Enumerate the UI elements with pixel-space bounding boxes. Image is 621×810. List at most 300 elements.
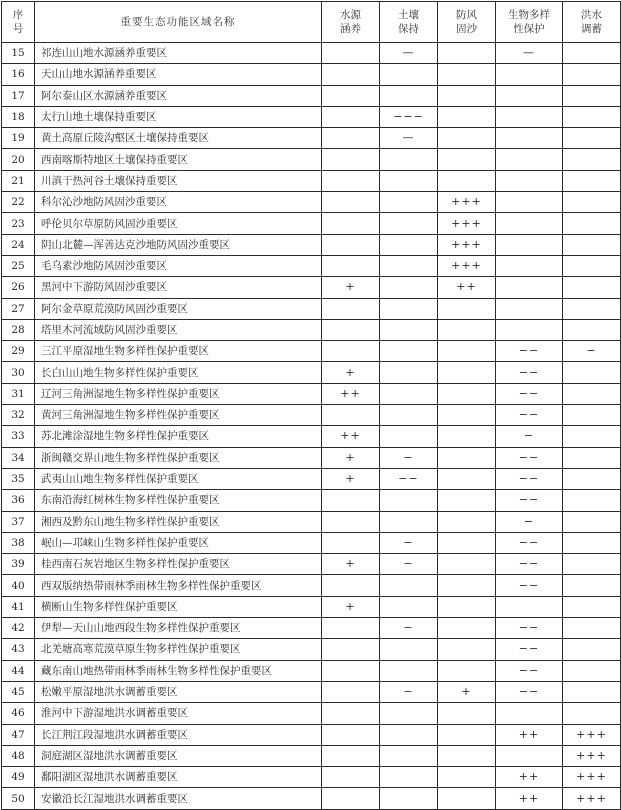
cell-bio: − (496, 426, 563, 447)
cell-no: 25 (2, 255, 35, 276)
cell-no: 16 (2, 64, 35, 85)
cell-no: 35 (2, 468, 35, 489)
cell-no: 48 (2, 745, 35, 766)
cell-bio (496, 319, 563, 340)
cell-no: 40 (2, 575, 35, 596)
cell-water (322, 319, 380, 340)
cell-no: 46 (2, 703, 35, 724)
cell-wind (438, 405, 496, 426)
cell-bio: −− (496, 575, 563, 596)
cell-water: + (322, 596, 380, 617)
cell-wind (438, 383, 496, 404)
cell-wind (438, 767, 496, 788)
cell-no: 31 (2, 383, 35, 404)
cell-bio: −− (496, 341, 563, 362)
cell-soil: −− (380, 468, 438, 489)
cell-no: 30 (2, 362, 35, 383)
cell-water (322, 788, 380, 809)
cell-water (322, 511, 380, 532)
table-row (2, 575, 621, 596)
table-header-row (2, 2, 621, 43)
cell-water (322, 745, 380, 766)
cell-name: 岷山—邛崃山生物多样性保护重要区 (35, 532, 322, 553)
cell-bio (496, 703, 563, 724)
cell-water: + (322, 447, 380, 468)
cell-water (322, 618, 380, 639)
cell-wind: +++ (438, 234, 496, 255)
cell-flood (563, 85, 621, 106)
cell-no: 28 (2, 319, 35, 340)
cell-no: 38 (2, 532, 35, 553)
header-bio-line1: 生物多样 (508, 9, 550, 21)
cell-bio: −− (496, 639, 563, 660)
cell-wind (438, 426, 496, 447)
cell-water (322, 341, 380, 362)
cell-soil: − (380, 532, 438, 553)
cell-wind (438, 554, 496, 575)
cell-flood (563, 490, 621, 511)
cell-soil (380, 341, 438, 362)
table-row (2, 788, 621, 809)
cell-flood (563, 596, 621, 617)
cell-wind (438, 106, 496, 127)
cell-wind (438, 788, 496, 809)
cell-water (322, 234, 380, 255)
header-bio-line2: 性保护 (513, 23, 545, 35)
cell-wind (438, 724, 496, 745)
cell-soil (380, 192, 438, 213)
cell-soil (380, 64, 438, 85)
cell-wind: + (438, 681, 496, 702)
cell-no: 32 (2, 405, 35, 426)
cell-flood: − (563, 341, 621, 362)
cell-bio (496, 128, 563, 149)
header-flood-line2: 调蓄 (581, 23, 602, 35)
cell-soil (380, 170, 438, 191)
cell-flood (563, 170, 621, 191)
table-row (2, 85, 621, 106)
cell-soil (380, 405, 438, 426)
cell-flood (563, 255, 621, 276)
cell-water (322, 64, 380, 85)
cell-soil (380, 277, 438, 298)
cell-wind (438, 575, 496, 596)
cell-name: 桂西南石灰岩地区生物多样性保护重要区 (35, 554, 322, 575)
cell-bio (496, 170, 563, 191)
cell-flood (563, 213, 621, 234)
cell-wind: +++ (438, 213, 496, 234)
cell-water (322, 405, 380, 426)
cell-soil: — (380, 43, 438, 64)
cell-soil (380, 426, 438, 447)
cell-soil (380, 298, 438, 319)
cell-name: 阿尔泰山区水源涵养重要区 (35, 85, 322, 106)
cell-wind (438, 532, 496, 553)
cell-wind: +++ (438, 192, 496, 213)
cell-bio: −− (496, 660, 563, 681)
cell-bio (496, 85, 563, 106)
cell-name: 三江平原湿地生物多样性保护重要区 (35, 341, 322, 362)
cell-soil (380, 85, 438, 106)
cell-wind (438, 639, 496, 660)
cell-bio: ++ (496, 724, 563, 745)
cell-name: 黄土高原丘陵沟壑区土壤保持重要区 (35, 128, 322, 149)
cell-flood: +++ (563, 767, 621, 788)
cell-bio (496, 596, 563, 617)
cell-wind (438, 85, 496, 106)
cell-name: 黑河中下游防风固沙重要区 (35, 277, 322, 298)
cell-name: 毛乌素沙地防风固沙重要区 (35, 255, 322, 276)
cell-wind (438, 149, 496, 170)
cell-name: 武夷山山地生物多样性保护重要区 (35, 468, 322, 489)
cell-name: 洞庭湖区湿地洪水调蓄重要区 (35, 745, 322, 766)
cell-soil (380, 724, 438, 745)
cell-no: 20 (2, 149, 35, 170)
cell-wind (438, 490, 496, 511)
cell-name: 科尔沁沙地防风固沙重要区 (35, 192, 322, 213)
cell-soil: — (380, 128, 438, 149)
cell-no: 49 (2, 767, 35, 788)
cell-flood (563, 532, 621, 553)
cell-name: 松嫩平原湿地洪水调蓄重要区 (35, 681, 322, 702)
cell-water (322, 532, 380, 553)
cell-bio (496, 277, 563, 298)
cell-water (322, 149, 380, 170)
table-row (2, 554, 621, 575)
cell-no: 44 (2, 660, 35, 681)
table-row (2, 703, 621, 724)
cell-flood (563, 405, 621, 426)
cell-flood (563, 128, 621, 149)
cell-name: 伊犁—天山山地西段生物多样性保护重要区 (35, 618, 322, 639)
cell-wind (438, 596, 496, 617)
cell-no: 19 (2, 128, 35, 149)
table-row (2, 192, 621, 213)
cell-no: 37 (2, 511, 35, 532)
cell-flood (563, 575, 621, 596)
cell-wind (438, 511, 496, 532)
cell-flood (563, 639, 621, 660)
table-row (2, 490, 621, 511)
cell-name: 湘西及黔东山地生物多样性保护重要区 (35, 511, 322, 532)
cell-bio: — (496, 43, 563, 64)
cell-flood (563, 703, 621, 724)
cell-bio: − (496, 511, 563, 532)
cell-no: 41 (2, 596, 35, 617)
table-row (2, 596, 621, 617)
cell-name: 西双版纳热带雨林季雨林生物多样性保护重要区 (35, 575, 322, 596)
header-no-line2: 号 (12, 23, 24, 35)
table-row (2, 255, 621, 276)
cell-name: 阴山北麓—浑善达克沙地防风固沙重要区 (35, 234, 322, 255)
cell-soil (380, 319, 438, 340)
cell-no: 23 (2, 213, 35, 234)
cell-bio (496, 64, 563, 85)
table-row (2, 724, 621, 745)
cell-flood (563, 64, 621, 85)
cell-bio (496, 745, 563, 766)
header-name: 重要生态功能区域名称 (35, 2, 322, 43)
cell-water (322, 213, 380, 234)
cell-water (322, 192, 380, 213)
cell-wind (438, 128, 496, 149)
cell-bio (496, 234, 563, 255)
cell-water: + (322, 362, 380, 383)
cell-soil: − (380, 618, 438, 639)
cell-water (322, 681, 380, 702)
cell-soil (380, 511, 438, 532)
cell-flood (563, 426, 621, 447)
cell-water (322, 724, 380, 745)
cell-flood: +++ (563, 724, 621, 745)
cell-name: 塔里木河流域防风固沙重要区 (35, 319, 322, 340)
cell-wind: ++ (438, 277, 496, 298)
cell-water: ++ (322, 383, 380, 404)
cell-water (322, 639, 380, 660)
cell-bio: −− (496, 681, 563, 702)
cell-name: 天山山地水源涵养重要区 (35, 64, 322, 85)
table-row (2, 128, 621, 149)
cell-name: 横断山生物多样性保护重要区 (35, 596, 322, 617)
table-row (2, 170, 621, 191)
header-soil (380, 2, 438, 43)
cell-soil (380, 362, 438, 383)
cell-name: 淮河中下游湿地洪水调蓄重要区 (35, 703, 322, 724)
ecological-function-table (1, 1, 621, 810)
cell-wind (438, 341, 496, 362)
cell-bio: −− (496, 362, 563, 383)
cell-no: 39 (2, 554, 35, 575)
cell-bio: −− (496, 383, 563, 404)
cell-name: 浙闽赣交界山地生物多样性保护重要区 (35, 447, 322, 468)
table-row (2, 639, 621, 660)
cell-water (322, 660, 380, 681)
cell-soil (380, 703, 438, 724)
cell-soil: − (380, 681, 438, 702)
cell-name: 东南沿海红树林生物多样性保护重要区 (35, 490, 322, 511)
cell-name: 川滇干热河谷土壤保持重要区 (35, 170, 322, 191)
cell-flood (563, 383, 621, 404)
cell-wind (438, 447, 496, 468)
table-row (2, 532, 621, 553)
cell-flood (563, 681, 621, 702)
cell-no: 43 (2, 639, 35, 660)
cell-no: 27 (2, 298, 35, 319)
cell-name: 长白山山地生物多样性保护重要区 (35, 362, 322, 383)
cell-soil: − (380, 554, 438, 575)
cell-no: 36 (2, 490, 35, 511)
cell-water (322, 128, 380, 149)
cell-name: 阿尔金草原荒漠防风固沙重要区 (35, 298, 322, 319)
cell-soil: − (380, 447, 438, 468)
cell-name: 北羌塘高寒荒漠草原生物多样性保护重要区 (35, 639, 322, 660)
cell-water (322, 85, 380, 106)
cell-wind (438, 362, 496, 383)
cell-wind (438, 298, 496, 319)
cell-bio: −− (496, 532, 563, 553)
cell-wind: +++ (438, 255, 496, 276)
cell-water (322, 575, 380, 596)
table-row (2, 298, 621, 319)
table-row (2, 213, 621, 234)
cell-no: 17 (2, 85, 35, 106)
cell-wind (438, 745, 496, 766)
table-row (2, 468, 621, 489)
cell-soil (380, 383, 438, 404)
cell-bio: −− (496, 618, 563, 639)
table-row (2, 511, 621, 532)
cell-name: 鄱阳湖区湿地洪水调蓄重要区 (35, 767, 322, 788)
cell-soil (380, 149, 438, 170)
cell-soil (380, 660, 438, 681)
cell-soil (380, 490, 438, 511)
cell-water: + (322, 468, 380, 489)
cell-no: 45 (2, 681, 35, 702)
cell-wind (438, 703, 496, 724)
table-row (2, 383, 621, 404)
cell-no: 29 (2, 341, 35, 362)
cell-bio: ++ (496, 788, 563, 809)
cell-no: 34 (2, 447, 35, 468)
cell-flood (563, 660, 621, 681)
cell-no: 42 (2, 618, 35, 639)
cell-flood (563, 468, 621, 489)
cell-no: 50 (2, 788, 35, 809)
cell-water (322, 255, 380, 276)
cell-flood (563, 362, 621, 383)
header-no (2, 2, 35, 43)
cell-name: 辽河三角洲湿地生物多样性保护重要区 (35, 383, 322, 404)
cell-wind (438, 64, 496, 85)
header-soil-line1: 土壤 (398, 9, 419, 21)
header-water-line1: 水源 (340, 9, 361, 21)
cell-wind (438, 618, 496, 639)
table-row (2, 618, 621, 639)
cell-flood (563, 234, 621, 255)
cell-bio (496, 149, 563, 170)
cell-wind (438, 319, 496, 340)
cell-bio: −− (496, 405, 563, 426)
cell-bio: −− (496, 447, 563, 468)
table-row (2, 447, 621, 468)
header-no-line1: 序 (12, 9, 24, 21)
cell-flood (563, 277, 621, 298)
table-row (2, 43, 621, 64)
cell-name: 祁连山山地水源涵养重要区 (35, 43, 322, 64)
cell-wind (438, 170, 496, 191)
cell-water (322, 170, 380, 191)
table-body (2, 43, 621, 810)
table-row (2, 106, 621, 127)
cell-soil (380, 639, 438, 660)
cell-water (322, 490, 380, 511)
header-water-line2: 涵养 (340, 23, 361, 35)
cell-soil (380, 788, 438, 809)
cell-name: 西南喀斯特地区土壤保持重要区 (35, 149, 322, 170)
table-row (2, 681, 621, 702)
cell-water (322, 767, 380, 788)
cell-flood (563, 43, 621, 64)
cell-water (322, 298, 380, 319)
cell-soil (380, 255, 438, 276)
cell-no: 15 (2, 43, 35, 64)
cell-soil: −−− (380, 106, 438, 127)
cell-name: 太行山地土壤保持重要区 (35, 106, 322, 127)
cell-wind (438, 468, 496, 489)
table-row (2, 64, 621, 85)
cell-name: 黄河三角洲湿地生物多样性保护重要区 (35, 405, 322, 426)
table-row (2, 149, 621, 170)
cell-flood (563, 298, 621, 319)
cell-water (322, 703, 380, 724)
cell-flood (563, 106, 621, 127)
cell-bio (496, 106, 563, 127)
table-row (2, 660, 621, 681)
cell-name: 呼伦贝尔草原防风固沙重要区 (35, 213, 322, 234)
cell-bio (496, 255, 563, 276)
cell-soil (380, 767, 438, 788)
cell-bio (496, 213, 563, 234)
cell-no: 47 (2, 724, 35, 745)
table-row (2, 405, 621, 426)
cell-water (322, 106, 380, 127)
cell-wind (438, 660, 496, 681)
cell-bio: −− (496, 468, 563, 489)
cell-bio (496, 192, 563, 213)
header-soil-line2: 保持 (398, 23, 419, 35)
cell-soil (380, 745, 438, 766)
cell-flood: +++ (563, 745, 621, 766)
cell-flood (563, 554, 621, 575)
cell-bio: −− (496, 554, 563, 575)
cell-flood (563, 618, 621, 639)
cell-flood (563, 319, 621, 340)
cell-name: 长江荆江段湿地洪水调蓄重要区 (35, 724, 322, 745)
cell-bio: −− (496, 490, 563, 511)
header-bio (496, 2, 563, 43)
cell-water: + (322, 277, 380, 298)
table-row (2, 362, 621, 383)
header-flood-line1: 洪水 (581, 9, 602, 21)
cell-name: 藏东南山地热带雨林季雨林生物多样性保护重要区 (35, 660, 322, 681)
cell-water: + (322, 554, 380, 575)
table-row (2, 277, 621, 298)
cell-water (322, 43, 380, 64)
cell-water: ++ (322, 426, 380, 447)
table-row (2, 767, 621, 788)
header-wind (438, 2, 496, 43)
table-row (2, 234, 621, 255)
cell-no: 26 (2, 277, 35, 298)
cell-bio: ++ (496, 767, 563, 788)
cell-flood (563, 192, 621, 213)
cell-flood (563, 447, 621, 468)
cell-bio (496, 298, 563, 319)
header-wind-line1: 防风 (456, 9, 477, 21)
cell-flood: +++ (563, 788, 621, 809)
cell-soil (380, 596, 438, 617)
cell-name: 安徽沿长江湿地洪水调蓄重要区 (35, 788, 322, 809)
cell-no: 21 (2, 170, 35, 191)
cell-flood (563, 149, 621, 170)
cell-flood (563, 511, 621, 532)
cell-no: 33 (2, 426, 35, 447)
header-water (322, 2, 380, 43)
table-row (2, 745, 621, 766)
cell-soil (380, 234, 438, 255)
cell-no: 24 (2, 234, 35, 255)
table-row (2, 341, 621, 362)
